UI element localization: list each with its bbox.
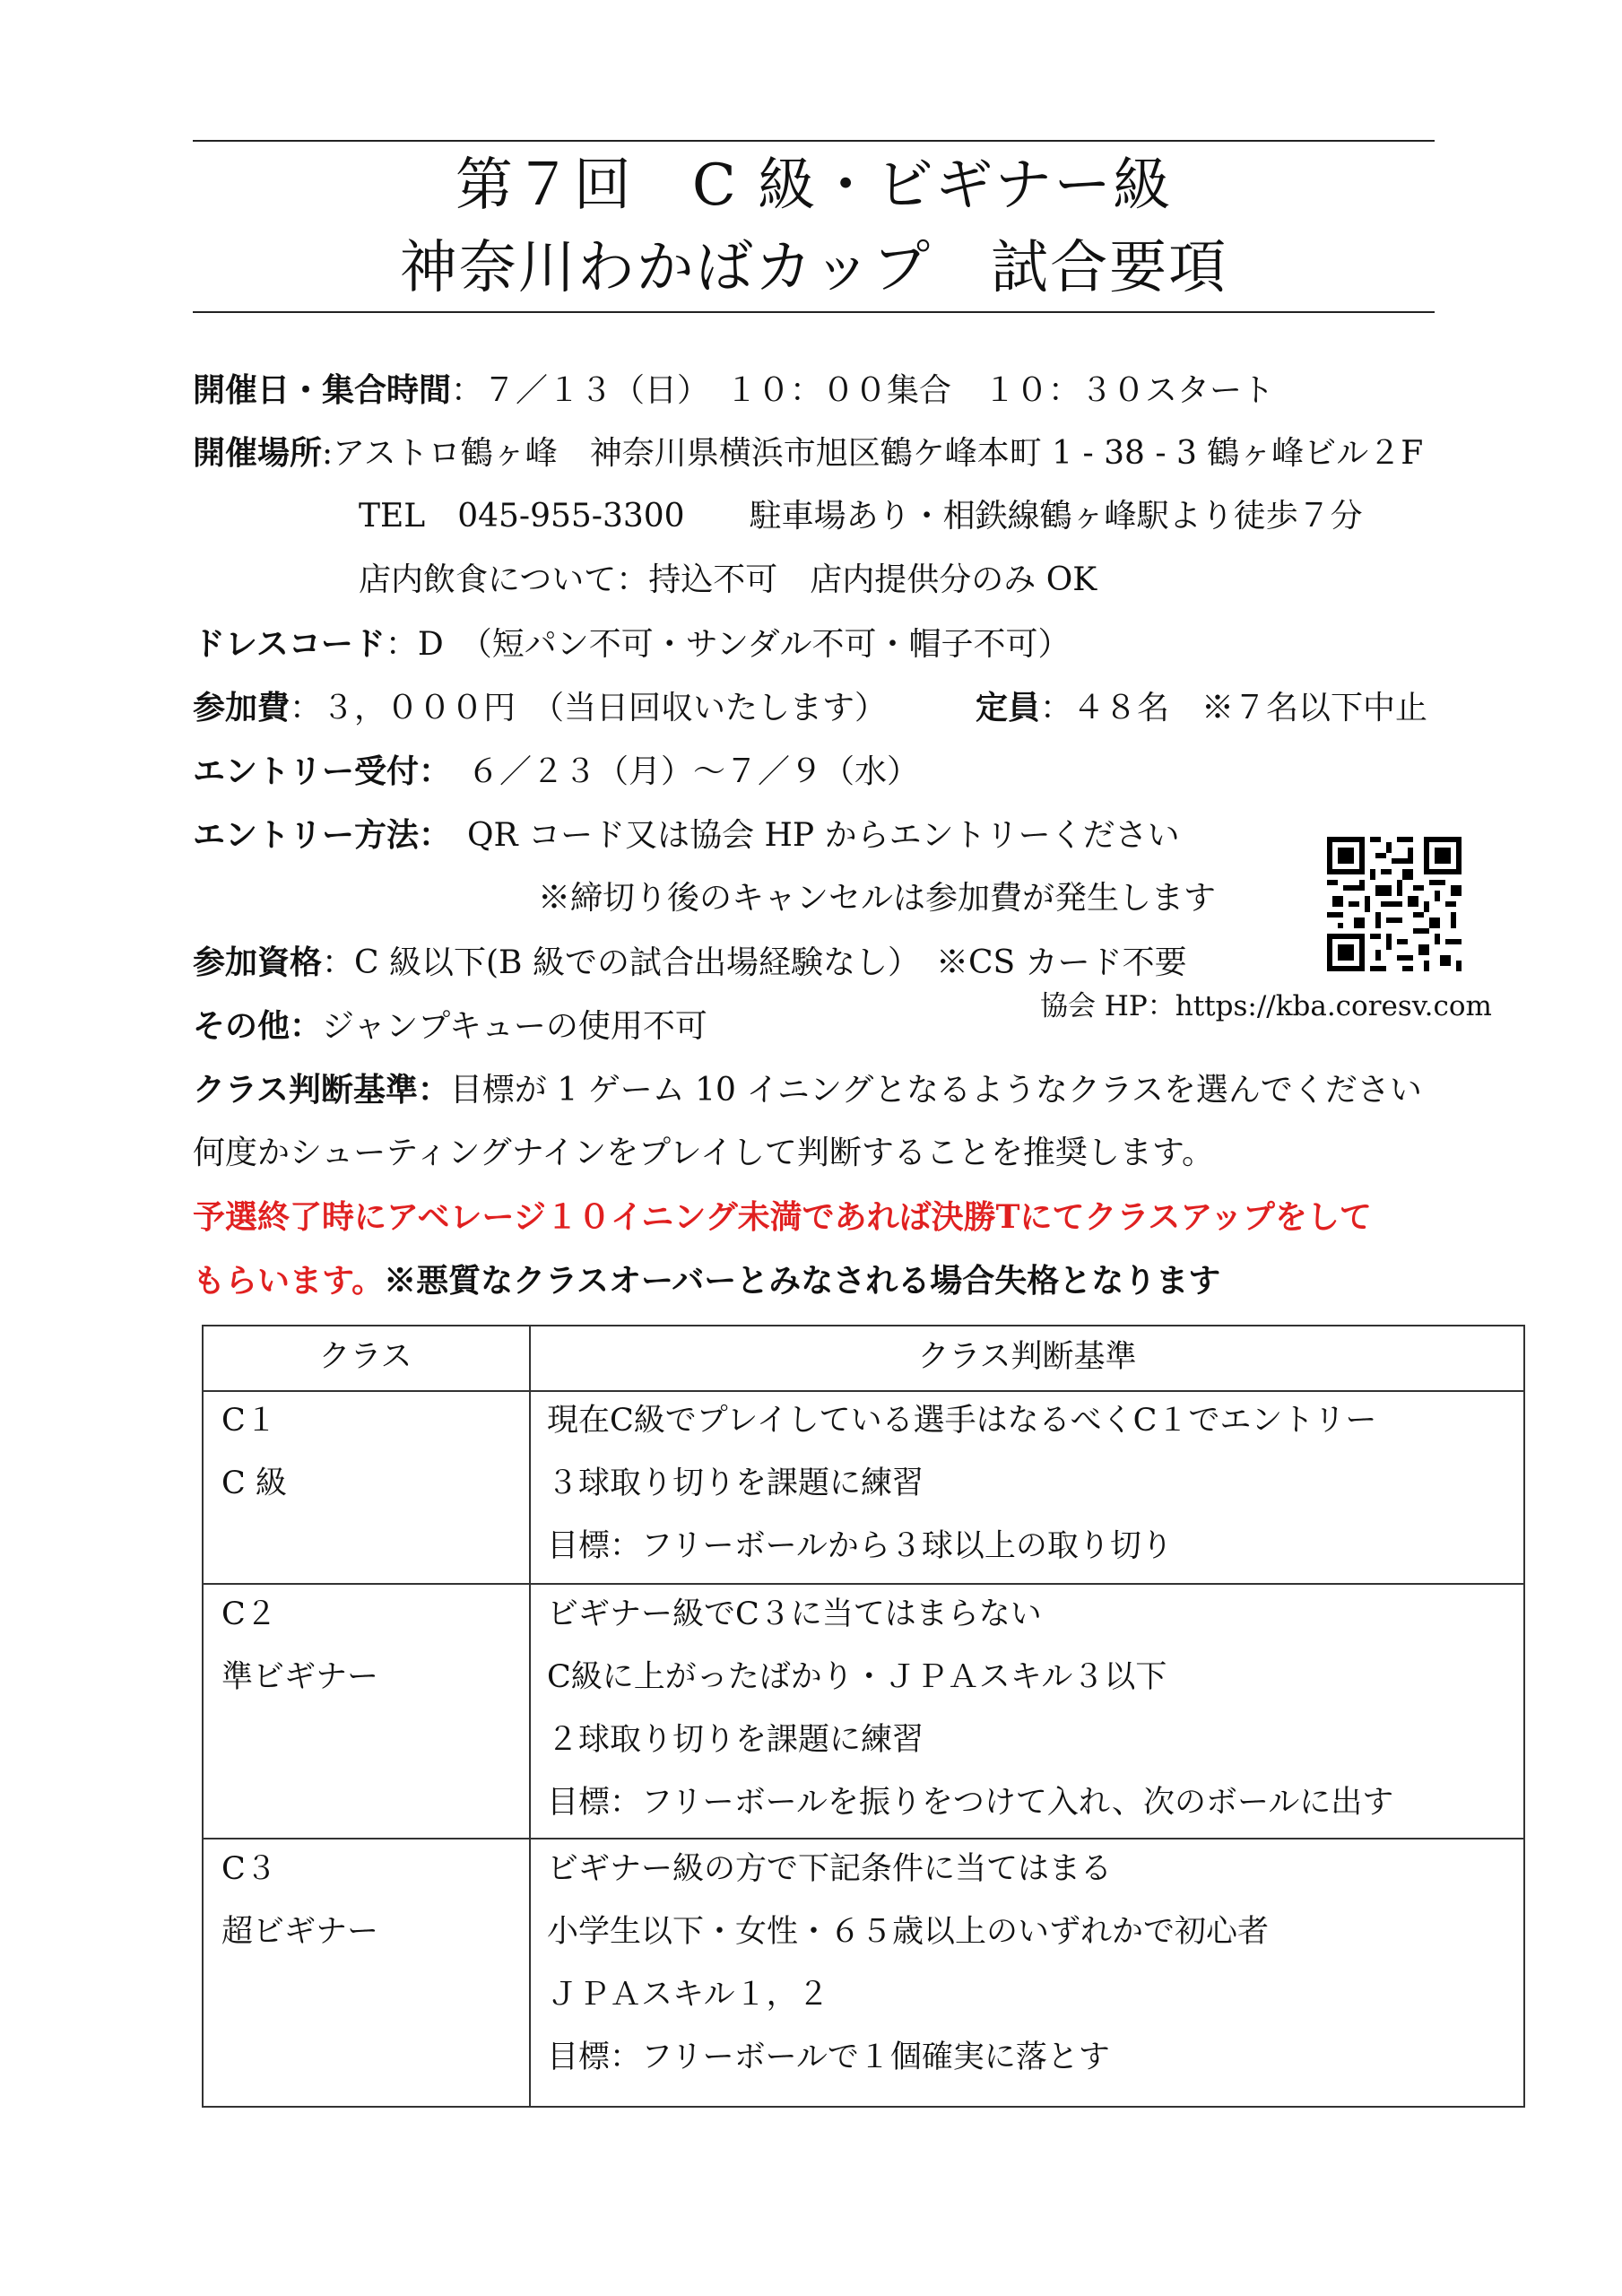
warning-line-2-red: もらいます。: [193, 1262, 385, 1300]
table-border: [202, 2106, 1525, 2108]
entry-method-label: エントリー方法：: [193, 816, 436, 854]
date-value: ：７／１３（日） １０：００集合 １０：３０スタート: [451, 372, 1275, 409]
row-3-criteria-1: ビギナー級の方で下記条件に当てはまる: [547, 1851, 1113, 1887]
table-border: [1523, 1325, 1525, 2108]
warning-line-2: [193, 1258, 1220, 1304]
header-rule-top: [193, 140, 1435, 142]
criteria-label: クラス判断基準：: [193, 1071, 450, 1109]
date-label: 開催日・集合時間: [193, 371, 452, 409]
entry-method-line: [193, 813, 1180, 858]
dress-code-value: ：D （短パン不可・サンダル不可・帽子不可）: [385, 626, 1071, 663]
row-3-criteria-2: 小学生以下・女性・６５歳以上のいずれかで初心者: [547, 1914, 1270, 1950]
row-2-criteria-2: C級に上がったばかり・ＪＰＡスキル３以下: [547, 1659, 1167, 1695]
row-3-criteria-4: 目標：フリーボールで１個確実に落とす: [547, 2039, 1110, 2075]
warning-line-1: 予選終了時にアベレージ１０イニング未満であれば決勝Tにてクラスアップをして: [193, 1198, 1372, 1236]
row-2-criteria-3: ２球取り切りを課題に練習: [547, 1722, 924, 1758]
fee-label: 参加費: [193, 689, 291, 726]
table-header-class: クラス: [318, 1339, 412, 1375]
venue-label: 開催場所: [193, 434, 323, 472]
row-2-class-code: C２: [221, 1596, 277, 1632]
row-2-criteria-1: ビギナー級でC３に当てはまらない: [547, 1596, 1042, 1632]
row-2-class-name: 準ビギナー: [221, 1659, 379, 1695]
dress-code-line: [193, 622, 1071, 667]
table-border: [202, 1838, 1525, 1839]
date-line: [193, 368, 1274, 413]
venue-line: [193, 430, 1423, 476]
row-1-criteria-3: 目標：フリーボールから３球以上の取り切り: [547, 1528, 1173, 1564]
other-value: ジャンプキューの使用不可: [322, 1008, 707, 1045]
table-border: [529, 1325, 531, 2108]
capacity-line: [976, 685, 1427, 731]
title-line-2: 神奈川わかばカップ 試合要項: [399, 235, 1228, 301]
row-3-class-name: 超ビギナー: [221, 1914, 379, 1950]
qualification-value: ：C 級以下(B 級での試合出場経験なし） ※CS カード不要: [322, 944, 1187, 981]
other-line: [193, 1004, 707, 1049]
venue-value: :アストロ鶴ヶ峰 神奈川県横浜市旭区鶴ケ峰本町 1 ‐ 38 ‐ 3 鶴ヶ峰ビル２F: [322, 435, 1424, 472]
table-border: [202, 1583, 1525, 1585]
dress-code-label: ドレスコード: [193, 625, 386, 663]
row-1-class-name: C 級: [221, 1465, 287, 1501]
class-table: [202, 1325, 1525, 2108]
other-label: その他：: [193, 1007, 323, 1045]
entry-method-note: ※締切り後のキャンセルは参加費が発生します: [538, 880, 1217, 917]
row-2-criteria-4: 目標：フリーボールを振りをつけて入れ、次のボールに出す: [547, 1785, 1394, 1821]
row-1-criteria-2: ３球取り切りを課題に練習: [547, 1465, 924, 1501]
fee-value: ：３，０００円 （当日回収いたします）: [290, 690, 888, 726]
entry-period-label: エントリー受付：: [193, 752, 436, 790]
table-border: [202, 1325, 1525, 1326]
header-rule-bottom: [193, 311, 1435, 313]
qr-code-icon[interactable]: [1327, 837, 1462, 971]
table-header-criteria: クラス判断基準: [917, 1339, 1137, 1375]
entry-period-line: [193, 749, 919, 795]
warning-line-2-black: ※悪質なクラスオーバーとみなされる場合失格となります: [384, 1262, 1221, 1300]
table-border: [202, 1390, 1525, 1392]
criteria-line-2: 何度かシューティングナインをプレイして判断することを推奨します。: [193, 1135, 1215, 1171]
row-3-class-code: C３: [221, 1851, 277, 1887]
qualification-label: 参加資格: [193, 944, 323, 981]
criteria-value: 目標が 1 ゲーム 10 イニングとなるようなクラスを選んでください: [449, 1072, 1422, 1109]
row-1-class-code: C１: [221, 1403, 277, 1439]
association-hp-caption: 協会 HP：https://kba.coresv.com: [1040, 990, 1492, 1022]
capacity-label: 定員: [976, 689, 1041, 726]
fee-line: [193, 685, 887, 731]
qualification-line: [193, 940, 1187, 986]
criteria-line: [193, 1067, 1422, 1113]
entry-period-value: ６／２３（月）～７／９（水）: [435, 753, 920, 790]
capacity-value: ：４８名 ※７名以下中止: [1040, 690, 1428, 726]
table-border: [202, 1325, 204, 2108]
venue-food: 店内飲食について：持込不可 店内提供分のみ OK: [359, 561, 1097, 598]
title-line-1: 第７回 C 級・ビギナー級: [455, 152, 1173, 219]
row-1-criteria-1: 現在C級でプレイしている選手はなるべくC１でエントリー: [547, 1403, 1377, 1439]
entry-method-value: QR コード又は協会 HP からエントリーください: [435, 817, 1180, 854]
row-3-criteria-3: ＪＰＡスキル１，２: [547, 1977, 829, 2013]
venue-tel: TEL 045-955-3300 駐車場あり・相鉄線鶴ヶ峰駅より徒歩７分: [359, 498, 1363, 535]
